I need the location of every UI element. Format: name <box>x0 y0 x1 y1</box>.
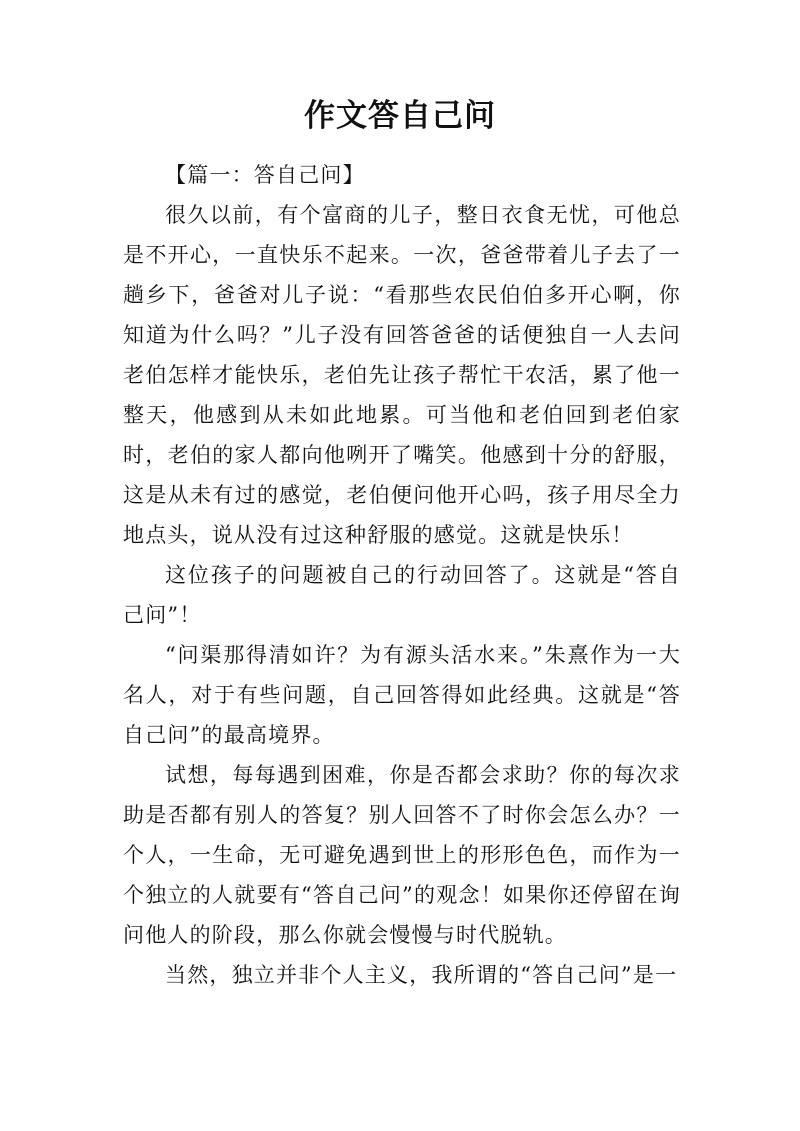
paragraph-1: 很久以前，有个富商的儿子，整日衣食无忧，可他总是不开心，一直快乐不起来。一次，爸爸带着儿子去了一趟乡下，爸爸对儿子说：“看那些农民伯伯多开心啊，你知道为什么吗？”儿子没有回答爸爸的话便独自一人去问老伯怎样才能快乐，老伯先让孩子帮忙干农活，累了他一整天，他感到从未如此地累。可当他和老伯回到老伯家时，老伯的家人都向他咧开了嘴笑。他感到十分的舒服，这是从未有过的感觉，老伯便问他开心吗，孩子用尽全力地点头，说从没有过这种舒服的感觉。这就是快乐！ <box>123 203 681 547</box>
section-heading: 【篇一：答自己问】 <box>165 163 365 187</box>
document-body <box>123 155 681 995</box>
paragraph-2: 这位孩子的问题被自己的行动回答了。这就是“答自己问”！ <box>123 563 681 627</box>
paragraph-4: 试想，每每遇到困难，你是否都会求助？你的每次求助是否都有别人的答复？别人回答不了时你会怎么办？一个人，一生命，无可避免遇到世上的形形色色，而作为一个独立的人就要有“答自己问”的观念！如果你还停留在询问他人的阶段，那么你就会慢慢与时代脱轨。 <box>123 763 681 947</box>
paragraph-3: “问渠那得清如许？为有源头活水来。”朱熹作为一大名人，对于有些问题，自己回答得如此经典。这就是“答自己问”的最高境界。 <box>123 643 681 747</box>
paragraph-5: 当然，独立并非个人主义，我所谓的“答自己问”是一 <box>165 963 678 987</box>
document-title: 作文答自己问 <box>304 98 496 134</box>
